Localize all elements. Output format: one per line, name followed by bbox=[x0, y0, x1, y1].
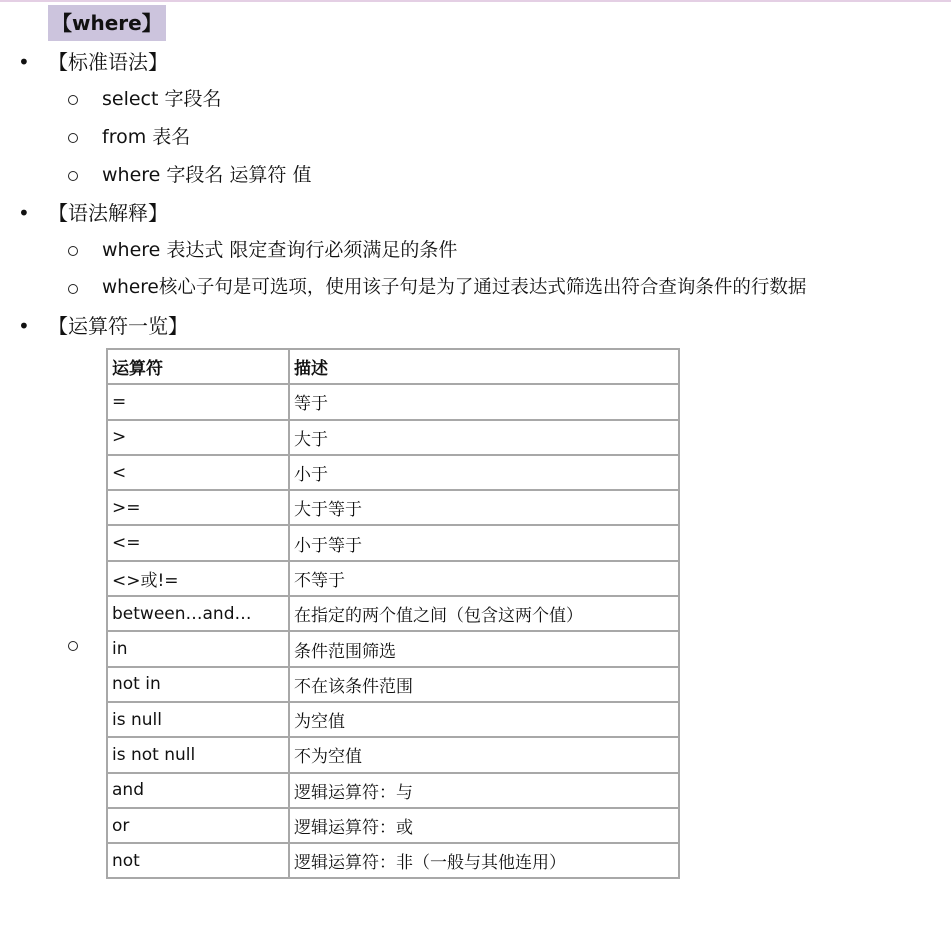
sub-bullet-circle bbox=[68, 171, 78, 181]
table-row bbox=[107, 525, 679, 560]
operator-cell: is not null bbox=[107, 737, 289, 772]
table-row bbox=[107, 808, 679, 843]
description-cell: 小于等于 bbox=[289, 525, 679, 560]
table-row bbox=[107, 843, 679, 878]
bullet-dot: • bbox=[18, 201, 30, 225]
sub-bullet-circle bbox=[68, 95, 78, 105]
operator-cell: <= bbox=[107, 525, 289, 560]
description-cell: 逻辑运算符：或 bbox=[289, 808, 679, 843]
explanation-line-2: where核心子句是可选项，使用该子句是为了通过表达式筛选出符合查询条件的行数据 bbox=[102, 277, 807, 298]
table-row bbox=[107, 667, 679, 702]
bullet-dot: • bbox=[18, 314, 30, 338]
table-row bbox=[107, 773, 679, 808]
explanation-line-1: where 表达式 限定查询行必须满足的条件 bbox=[102, 239, 458, 261]
operator-cell: not in bbox=[107, 667, 289, 702]
operator-cell: in bbox=[107, 631, 289, 666]
sub-bullet-circle bbox=[68, 246, 78, 256]
description-cell: 不在该条件范围 bbox=[289, 667, 679, 702]
operator-cell: = bbox=[107, 384, 289, 419]
operator-cell: between…and… bbox=[107, 596, 289, 631]
section-title-operators: 【运算符一览】 bbox=[48, 314, 188, 338]
operator-cell: is null bbox=[107, 702, 289, 737]
description-cell: 小于 bbox=[289, 455, 679, 490]
sub-bullet-circle bbox=[68, 641, 78, 651]
description-cell: 逻辑运算符：非（一般与其他连用） bbox=[289, 843, 679, 878]
operator-cell: and bbox=[107, 773, 289, 808]
description-cell: 等于 bbox=[289, 384, 679, 419]
table-row bbox=[107, 737, 679, 772]
operator-cell: not bbox=[107, 843, 289, 878]
table-row bbox=[107, 561, 679, 596]
table-row bbox=[107, 702, 679, 737]
description-cell: 逻辑运算符：与 bbox=[289, 773, 679, 808]
description-cell: 不等于 bbox=[289, 561, 679, 596]
table-row bbox=[107, 596, 679, 631]
operator-cell: <>或!= bbox=[107, 561, 289, 596]
table-row bbox=[107, 631, 679, 666]
table-row bbox=[107, 490, 679, 525]
description-cell: 条件范围筛选 bbox=[289, 631, 679, 666]
syntax-line-from: from 表名 bbox=[102, 126, 191, 148]
description-cell: 在指定的两个值之间（包含这两个值） bbox=[289, 596, 679, 631]
operator-cell: < bbox=[107, 455, 289, 490]
section-title-syntax: 【标准语法】 bbox=[48, 50, 168, 74]
section-title-explanation: 【语法解释】 bbox=[48, 201, 168, 225]
operator-cell: or bbox=[107, 808, 289, 843]
header-operator: 运算符 bbox=[107, 349, 289, 384]
top-divider bbox=[0, 0, 951, 2]
operator-cell: >= bbox=[107, 490, 289, 525]
description-cell: 大于 bbox=[289, 420, 679, 455]
bullet-dot: • bbox=[18, 50, 30, 74]
section-heading: 【where】 bbox=[48, 5, 166, 41]
description-cell: 不为空值 bbox=[289, 737, 679, 772]
table-row bbox=[107, 384, 679, 419]
header-description: 描述 bbox=[289, 349, 679, 384]
description-cell: 为空值 bbox=[289, 702, 679, 737]
sub-bullet-circle bbox=[68, 284, 78, 294]
table-row bbox=[107, 420, 679, 455]
operator-cell: > bbox=[107, 420, 289, 455]
sub-bullet-circle bbox=[68, 133, 78, 143]
syntax-line-select: select 字段名 bbox=[102, 88, 222, 110]
operator-table bbox=[106, 348, 680, 879]
syntax-line-where: where 字段名 运算符 值 bbox=[102, 164, 312, 186]
table-header-row bbox=[107, 349, 679, 384]
description-cell: 大于等于 bbox=[289, 490, 679, 525]
table-row bbox=[107, 455, 679, 490]
